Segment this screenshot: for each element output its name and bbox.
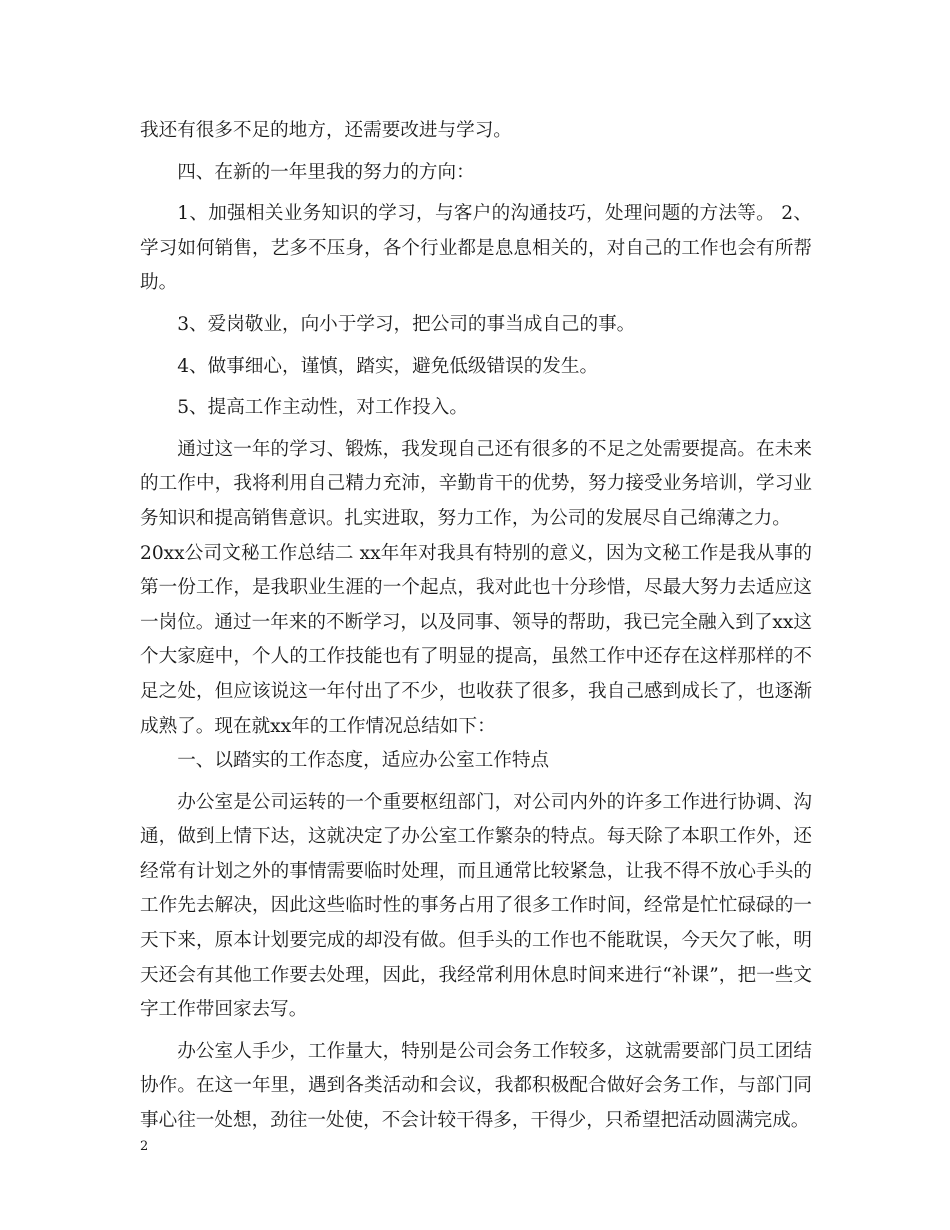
list-item-1-2: 1、加强相关业务知识的学习，与客户的沟通技巧，处理问题的方法等。 2、学习如何销售，艺多不压身，各个行业都是息息相关的，对自己的工作也会有所帮助。 xyxy=(140,203,812,294)
office-work-paragraph: 办公室是公司运转的一个重要枢纽部门，对公司内外的许多工作进行协调、沟通，做到上情下达，这就决定了办公室工作繁杂的特点。每天除了本职工作外，还经常有计划之外的事情需要临时处理，而且通常比较紧急，让我不得不放心手头的工作先去解决，因此这些临时性的事务占用了很多工作时间，经常是忙忙碌碌的一天下来，原本计划要完成的却没有做。但手头的工作也不能耽误，今天欠了帐，明天还会有其他工作要去处理，因此，我经常利用休息时间来进行“补课”，把一些文字工作带回家去写。 xyxy=(140,791,812,1021)
second-summary-paragraph: 20xx公司文秘工作总结二 xx年年对我具有特别的意义，因为文秘工作是我从事的第一份工作，是我职业生涯的一个起点，我对此也十分珍惜，尽最大努力去适应这一岗位。通过一年来的不断学习，以及同事、领导的帮助，我已完全融入到了xx这个大家庭中，个人的工作技能也有了明显的提高，虽然工作中还存在这样那样的不足之处，但应该说这一年付出了不少，也收获了很多，我自己感到成长了，也逐渐成熟了。现在就xx年的工作情况总结如下： xyxy=(140,542,812,737)
teamwork-paragraph: 办公室人手少，工作量大，特别是公司会务工作较多，这就需要部门员工团结协作。在这一年里，遇到各类活动和会议，我都积极配合做好会务工作，与部门同事心往一处想，劲往一处使，不会计较干得多，干得少，只希望把活动圆满完成。 xyxy=(140,1040,812,1132)
list-item-3: 3、爱岗敬业，向小于学习，把公司的事当成自己的事。 xyxy=(177,313,636,335)
list-item-4: 4、做事细心，谨慎，踏实，避免低级错误的发生。 xyxy=(177,355,599,377)
section-heading-four: 四、在新的一年里我的努力的方向： xyxy=(177,161,475,183)
summary-paragraph: 通过这一年的学习、锻炼，我发现自己还有很多的不足之处需要提高。在未来的工作中，我将利用自己精力充沛，辛勤肯干的优势，努力接受业务培训，学习业务知识和提高销售意识。扎实进取，努力工作，为公司的发展尽自己绵薄之力。 xyxy=(140,438,812,529)
list-item-5: 5、提高工作主动性，对工作投入。 xyxy=(177,397,468,419)
document-body xyxy=(140,114,812,1139)
section-heading-one: 一、以踏实的工作态度，适应办公室工作特点 xyxy=(177,750,550,772)
page-number: 2 xyxy=(140,1139,149,1154)
paragraph-continuation: 我还有很多不足的地方，还需要改进与学习。 xyxy=(140,120,512,141)
